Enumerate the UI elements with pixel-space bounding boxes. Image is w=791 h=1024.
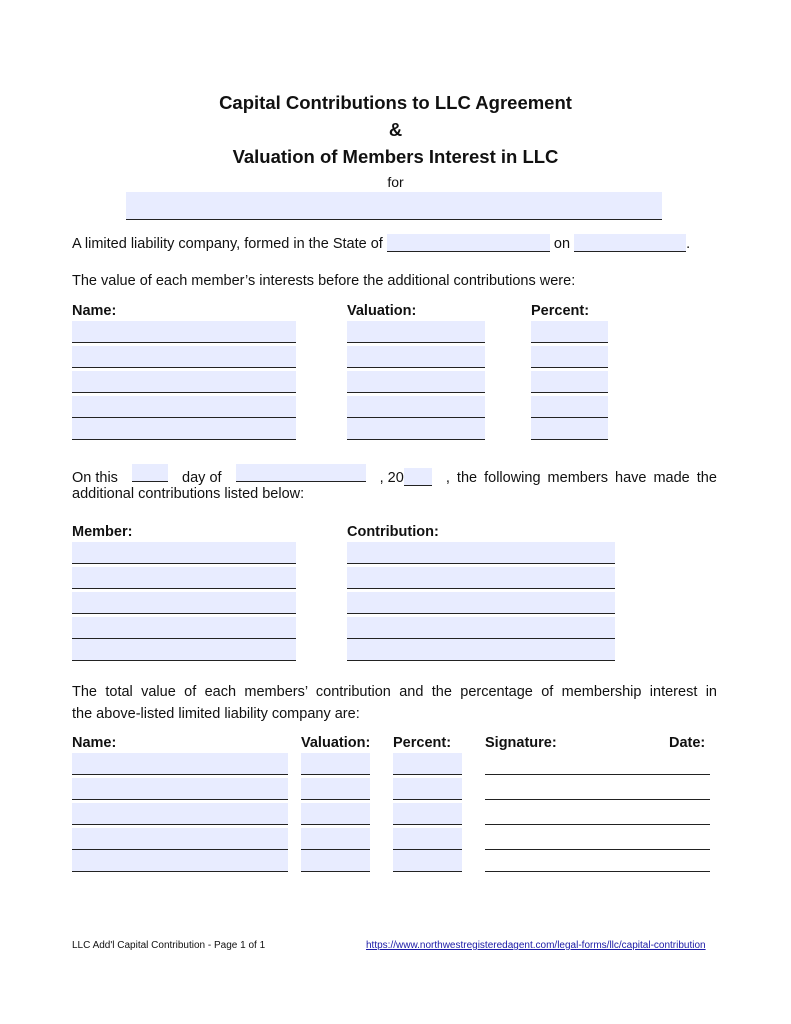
on-this-label: On this xyxy=(72,470,118,486)
footer-page-label: LLC Add'l Capital Contribution - Page 1 of 1 xyxy=(72,940,266,951)
state-line-period: . xyxy=(686,236,691,252)
total-col-signature: Signature: xyxy=(485,735,557,751)
total-valuation-field-2[interactable] xyxy=(301,778,370,800)
state-field[interactable] xyxy=(387,234,550,252)
total-col-date: Date: xyxy=(669,735,706,751)
before-name-field-4[interactable] xyxy=(72,396,296,418)
contrib-amount-field-5[interactable] xyxy=(347,639,615,661)
total-col-valuation: Valuation: xyxy=(301,735,371,751)
before-col-percent: Percent: xyxy=(531,303,590,319)
state-line xyxy=(72,234,690,252)
total-intro-line-2: the above-listed limited liability company are: xyxy=(72,706,360,722)
total-name-field-3[interactable] xyxy=(72,803,288,825)
date-line-2: additional contributions listed below: xyxy=(72,486,305,502)
formation-date-field[interactable] xyxy=(574,234,686,252)
total-percent-field-5[interactable] xyxy=(393,850,462,872)
before-name-field-5[interactable] xyxy=(72,418,296,440)
year-field[interactable] xyxy=(404,468,432,486)
contrib-amount-field-3[interactable] xyxy=(347,592,615,614)
total-valuation-field-1[interactable] xyxy=(301,753,370,775)
total-name-field-5[interactable] xyxy=(72,850,288,872)
state-line-prefix: A limited liability company, formed in the State of xyxy=(72,236,383,252)
total-valuation-field-4[interactable] xyxy=(301,828,370,850)
before-valuation-field-2[interactable] xyxy=(347,346,485,368)
contrib-member-field-1[interactable] xyxy=(72,542,296,564)
total-name-field-2[interactable] xyxy=(72,778,288,800)
before-valuation-field-4[interactable] xyxy=(347,396,485,418)
total-percent-field-1[interactable] xyxy=(393,753,462,775)
before-percent-field-1[interactable] xyxy=(531,321,608,343)
before-valuation-field-1[interactable] xyxy=(347,321,485,343)
before-percent-field-3[interactable] xyxy=(531,371,608,393)
total-col-name: Name: xyxy=(72,735,117,751)
contrib-col-member: Member: xyxy=(72,524,133,540)
company-name-field[interactable] xyxy=(126,192,662,220)
total-name-field-1[interactable] xyxy=(72,753,288,775)
contribution-date-line xyxy=(72,464,717,486)
before-percent-field-2[interactable] xyxy=(531,346,608,368)
year-prefix: , 20 xyxy=(379,470,404,486)
contrib-member-field-4[interactable] xyxy=(72,617,296,639)
footer-link[interactable]: https://www.northwestregisteredagent.com/legal-forms/llc/capital-contribution xyxy=(366,940,706,951)
contrib-amount-field-4[interactable] xyxy=(347,617,615,639)
total-intro-line-1: The total value of each members’ contribution and the percentage of membership interest in xyxy=(72,684,717,700)
before-name-field-3[interactable] xyxy=(72,371,296,393)
contrib-member-field-3[interactable] xyxy=(72,592,296,614)
month-field[interactable] xyxy=(236,464,366,482)
signature-line-1[interactable] xyxy=(485,774,710,775)
before-valuation-field-5[interactable] xyxy=(347,418,485,440)
signature-line-4[interactable] xyxy=(485,849,710,850)
signature-line-3[interactable] xyxy=(485,824,710,825)
state-line-on: on xyxy=(553,236,571,252)
before-col-valuation: Valuation: xyxy=(347,303,417,319)
contrib-amount-field-1[interactable] xyxy=(347,542,615,564)
total-valuation-field-5[interactable] xyxy=(301,850,370,872)
contrib-member-field-5[interactable] xyxy=(72,639,296,661)
before-col-name: Name: xyxy=(72,303,117,319)
before-percent-field-5[interactable] xyxy=(531,418,608,440)
day-of-label: day of xyxy=(182,470,222,486)
total-col-percent: Percent: xyxy=(393,735,452,751)
day-field[interactable] xyxy=(132,464,168,482)
before-percent-field-4[interactable] xyxy=(531,396,608,418)
contrib-col-contribution: Contribution: xyxy=(347,524,439,540)
title-line-1: Capital Contributions to LLC Agreement xyxy=(219,92,572,113)
year-group xyxy=(380,468,432,486)
before-valuation-field-3[interactable] xyxy=(347,371,485,393)
before-name-field-2[interactable] xyxy=(72,346,296,368)
total-percent-field-4[interactable] xyxy=(393,828,462,850)
contrib-amount-field-2[interactable] xyxy=(347,567,615,589)
title-ampersand: & xyxy=(388,119,403,140)
before-name-field-1[interactable] xyxy=(72,321,296,343)
title-line-2: Valuation of Members Interest in LLC xyxy=(232,146,559,167)
signature-line-5[interactable] xyxy=(485,871,710,872)
total-percent-field-2[interactable] xyxy=(393,778,462,800)
total-name-field-4[interactable] xyxy=(72,828,288,850)
before-intro-text: The value of each member’s interests before the additional contributions were: xyxy=(72,273,576,289)
signature-line-2[interactable] xyxy=(485,799,710,800)
contrib-member-field-2[interactable] xyxy=(72,567,296,589)
total-valuation-field-3[interactable] xyxy=(301,803,370,825)
total-percent-field-3[interactable] xyxy=(393,803,462,825)
for-label: for xyxy=(387,174,404,190)
date-line-rest: , the following members have made the xyxy=(445,470,717,486)
